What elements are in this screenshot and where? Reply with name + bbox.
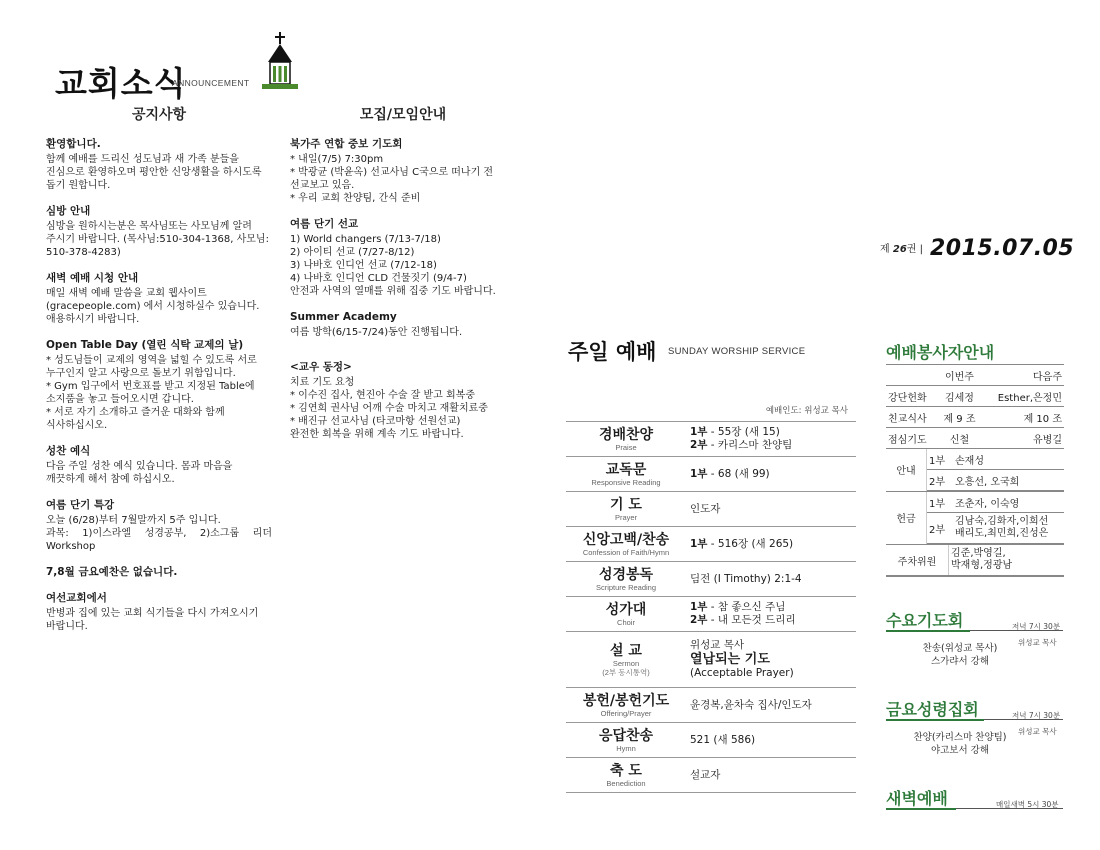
order-label: 신앙고백/찬송 <box>582 531 670 548</box>
part-label: 2부 <box>927 470 954 491</box>
next-week: 제 10 조 <box>981 407 1064 428</box>
notice-item <box>46 445 272 486</box>
notice-title: 심방 안내 <box>46 205 91 217</box>
parking-label: 주차위원 <box>886 545 949 576</box>
parking-names: 박재형,정광남 <box>951 560 1013 571</box>
notice-item <box>46 272 272 326</box>
issue-number <box>880 240 923 255</box>
next-week: Esther,은정민 <box>981 386 1064 407</box>
program-line: 야고보서 강해 <box>930 745 990 756</box>
notice-title: 7,8월 금요예찬은 없습니다. <box>46 566 178 578</box>
worship-subtitle: SUNDAY WORSHIP SERVICE <box>668 346 806 357</box>
parking-names: 김준,박영길, <box>951 548 1006 559</box>
part-label: 1부 <box>929 455 946 467</box>
notice-body: * 성도님들이 교제의 영역을 넓힐 수 있도록 서로 누구인지 알고 사랑으로 돌보기 위함입니다. * Gym 입구에서 번호표를 받고 지정된 Table에 소지품을 놓고 들어오시면 갑니다. * 서로 자기 소개하고 즐거운 대화와 함께 식사하십시오. <box>46 355 257 431</box>
page-subtitle: ANNOUNCEMENT <box>172 78 250 88</box>
church-icon <box>260 32 300 90</box>
parking-table <box>886 545 1064 576</box>
table-row <box>566 562 856 597</box>
table-row <box>886 545 1064 577</box>
role: 점심기도 <box>886 428 938 449</box>
order-label: 기 도 <box>610 496 642 513</box>
dawn-title: 새벽예배 <box>886 789 948 808</box>
friday-title: 금요성령집회 <box>886 700 979 719</box>
order-value: - 참 좋으신 주님 <box>707 601 786 613</box>
order-value: - 카리스마 찬양팀 <box>707 439 793 451</box>
issue-prefix: 제 <box>880 244 890 255</box>
part-label: 1부 <box>690 467 708 480</box>
friday-pastor: 위성교 목사 <box>1018 727 1057 736</box>
part-label: 1부 <box>929 498 946 510</box>
meeting-title: Summer Academy <box>290 311 397 323</box>
table-row <box>566 597 856 632</box>
notice-title: 여선교회에서 <box>46 592 107 604</box>
order-value: 윤경복,윤차숙 집사/인도자 <box>686 688 856 723</box>
program-line: 스가랴서 강해 <box>930 656 990 667</box>
order-label-en: Prayer <box>614 512 638 522</box>
order-value: 521 (새 586) <box>686 723 856 758</box>
order-label: 경배찬양 <box>598 426 654 443</box>
table-row <box>886 428 1064 449</box>
this-week: 김세정 <box>938 386 982 407</box>
title-underline <box>886 719 984 721</box>
meeting-body: 1) World changers (7/13-7/18) 2) 아이티 선교 (7/27-8/12) 3) 나바호 인디언 선교 (7/12-18) 4) 나바호 인디언 CLD 건물짓기 (9/4-7) 안전과 사역의 열매를 위해 집중 기도 바랍니다. <box>290 234 496 297</box>
program-line: 찬송(위성교 목사) <box>922 643 998 654</box>
order-label: 교독문 <box>605 461 647 478</box>
meeting-body: * 내일(7/5) 7:30pm * 박광균 (박윤옥) 선교사님 C국으로 떠나기 전 선교보고 있음. * 우리 교회 찬양팀, 간식 준비 <box>290 154 494 204</box>
notice-item <box>46 566 272 579</box>
friday-time: 저녁 7시 30분 <box>1012 711 1061 720</box>
offering-names: 배리도,최민희,진성은 <box>955 528 1049 539</box>
guide-names: 손재성 <box>955 455 984 467</box>
notice-item <box>46 205 272 259</box>
worship-leader: 예배인도: 위성교 목사 <box>765 406 848 416</box>
order-label-en: Benediction <box>606 778 646 788</box>
order-label: 응답찬송 <box>598 727 654 744</box>
notice-body: 심방을 원하시는분은 목사님또는 사모님께 알려 주시기 바랍니다. (목사님:510-304-1368, 사모님: 510-378-4283) <box>46 221 269 258</box>
table-row <box>886 386 1064 407</box>
order-value: 설교자 <box>686 758 856 793</box>
preacher: 위성교 목사 <box>690 639 745 651</box>
notice-title: 여름 단기 특강 <box>46 499 115 511</box>
order-value: - 516장 (새 265) <box>707 537 794 550</box>
wednesday-program <box>910 642 1010 668</box>
meeting-body: 치료 기도 요청 * 이수진 집사, 현진아 수술 잘 받고 회복중 * 김연희 권사님 어깨 수술 마치고 재활치료중 * 배진규 선교사님 (타코마항 선원선교) 완전한 회복을 위해 계속 기도 바랍니다. <box>290 377 488 440</box>
offering-table <box>886 492 1064 544</box>
table-row <box>566 527 856 562</box>
notice-item <box>46 138 272 192</box>
meetings-list <box>290 138 516 454</box>
interpretation-note: (2부 동시통역) <box>602 667 650 677</box>
meeting-title: <교우 동정> <box>290 361 352 373</box>
dawn-time: 매일새벽 5시 30분 <box>996 800 1059 809</box>
part-label: 2부 <box>690 439 708 451</box>
role: 강단헌화 <box>886 386 938 407</box>
guide-label: 안내 <box>886 449 927 491</box>
part-label: 1부 <box>690 601 708 613</box>
notice-title: 환영합니다. <box>46 138 101 150</box>
notice-body: 다음 주일 성찬 예식 있습니다. 몸과 마음을 깨끗하게 해서 참예 하십시오. <box>46 461 233 485</box>
part-label: 2부 <box>927 513 954 544</box>
servants-table <box>886 364 1064 577</box>
notice-body: 함께 예배를 드리신 성도님과 새 가족 분들을 진심으로 환영하오며 평안한 신앙생활을 하시도록 돕기 원합니다. <box>46 154 262 191</box>
servants-title: 예배봉사자안내 <box>886 343 995 362</box>
part-label: 1부 <box>690 426 708 438</box>
order-label-en: Offering/Prayer <box>600 708 652 718</box>
meeting-item <box>290 138 516 205</box>
notice-item <box>46 592 272 633</box>
order-value: - 55장 (새 15) <box>707 426 780 438</box>
notice-title: 성찬 예식 <box>46 445 91 457</box>
table-row <box>566 422 856 457</box>
order-value: 딤전 (I Timothy) 2:1-4 <box>686 562 856 597</box>
offering-names: 조춘자, 이숙영 <box>955 498 1020 510</box>
order-label-en: Sermon <box>612 658 640 668</box>
bulletin-date: 2015.07.05 <box>930 236 1075 261</box>
table-row <box>886 492 1064 545</box>
offering-names: 김남숙,김화자,이희선 <box>955 516 1049 527</box>
order-label: 성가대 <box>605 601 647 618</box>
issue-suffix: 권 | <box>906 244 923 255</box>
notices-list <box>46 138 272 646</box>
table-row <box>886 407 1064 428</box>
role: 친교식사 <box>886 407 938 428</box>
sermon-title-en: (Acceptable Prayer) <box>690 667 794 679</box>
this-week: 제 9 조 <box>938 407 982 428</box>
meetings-heading: 모집/모임안내 <box>359 107 447 123</box>
notices-heading: 공지사항 <box>131 107 187 123</box>
order-label: 성경봉독 <box>598 566 654 583</box>
wednesday-title: 수요기도회 <box>886 611 964 630</box>
page-title: 교회소식 <box>55 64 187 103</box>
order-label-en: Choir <box>617 617 635 627</box>
worship-title: 주일 예배 <box>568 340 657 364</box>
order-label-en: Scripture Reading <box>595 582 657 592</box>
part-label: 2부 <box>690 614 708 626</box>
friday-program <box>906 731 1014 757</box>
notice-title: Open Table Day (열린 식탁 교제의 날) <box>46 339 244 351</box>
meeting-body: 여름 방학(6/15-7/24)동안 진행됩니다. <box>290 327 463 338</box>
title-underline <box>886 808 956 810</box>
meeting-title: 북가주 연합 중보 기도회 <box>290 138 403 150</box>
order-label-en: Responsive Reading <box>591 477 661 487</box>
notice-body: 매일 새벽 예배 말씀을 교회 웹사이트 (gracepeople.com) 에서 시청하실수 있습니다. 애용하시기 바랍니다. <box>46 288 260 325</box>
offering-label: 헌금 <box>886 492 927 544</box>
meeting-title: 여름 단기 선교 <box>290 218 359 230</box>
order-value: 인도자 <box>686 492 856 527</box>
wednesday-pastor: 위성교 목사 <box>1018 638 1057 647</box>
table-row <box>566 723 856 758</box>
column-header: 이번주 <box>938 365 982 386</box>
worship-order-table <box>566 421 856 793</box>
notice-title: 새벽 예배 시청 안내 <box>46 272 139 284</box>
notice-body: 반병과 집에 있는 교회 식기들을 다시 가져오시기 바랍니다. <box>46 608 259 632</box>
sermon-title: 열납되는 기도 <box>690 652 770 667</box>
this-week: 신철 <box>938 428 982 449</box>
table-row <box>566 688 856 723</box>
notice-item <box>46 499 272 553</box>
meeting-item <box>290 218 516 298</box>
guide-table <box>886 449 1064 491</box>
table-row <box>566 758 856 793</box>
order-value: - 내 모든것 드리리 <box>707 614 796 626</box>
part-label: 1부 <box>690 537 708 550</box>
wednesday-time: 저녁 7시 30분 <box>1012 622 1061 631</box>
title-underline <box>886 630 970 632</box>
order-label: 설 교 <box>610 642 642 659</box>
order-label: 봉헌/봉헌기도 <box>582 692 670 709</box>
program-line: 찬양(카리스마 찬양팀) <box>913 732 1007 743</box>
table-row <box>886 449 1064 492</box>
table-row <box>566 492 856 527</box>
notice-item <box>46 339 272 432</box>
table-row <box>886 365 1064 386</box>
table-row <box>566 457 856 492</box>
meeting-item <box>290 361 516 441</box>
order-label-en: Confession of Faith/Hymn <box>582 547 670 557</box>
meeting-item <box>290 311 516 339</box>
table-row <box>566 632 856 688</box>
notice-body: 오늘 (6/28)부터 7월말까지 5주 입니다. 과목: 1)이스라엘 성경공부, 2)소그룹 리더 Workshop <box>46 515 272 552</box>
column-header: 다음주 <box>981 365 1064 386</box>
order-label-en: Hymn <box>616 743 636 753</box>
guide-names: 오흥선, 오국희 <box>953 470 1064 491</box>
order-label-en: Praise <box>615 442 637 452</box>
order-label: 축 도 <box>610 762 642 779</box>
next-week: 유병길 <box>981 428 1064 449</box>
order-value: - 68 (새 99) <box>707 467 770 480</box>
issue-value: 26 <box>892 244 907 255</box>
